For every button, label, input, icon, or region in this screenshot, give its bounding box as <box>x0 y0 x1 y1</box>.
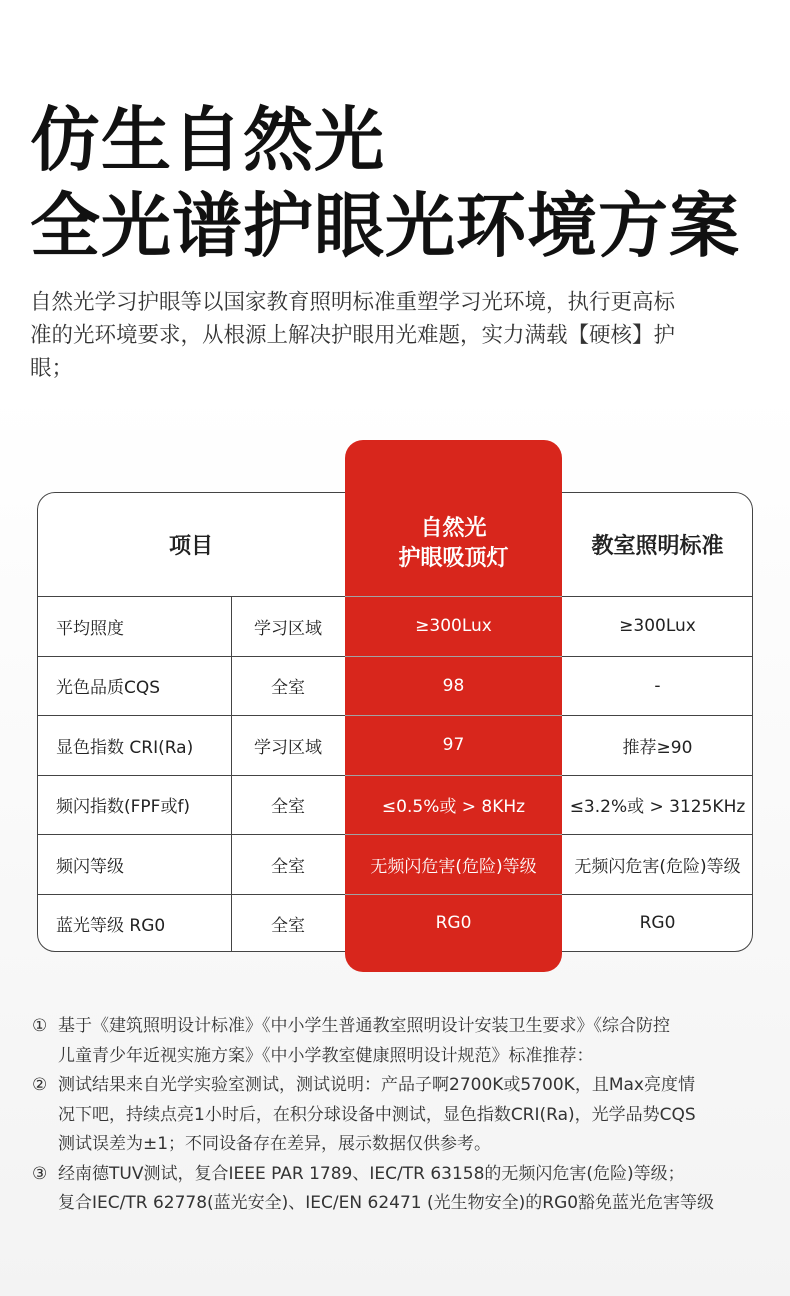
row-scope: 学习区域 <box>254 737 322 758</box>
row-scope: 学习区域 <box>254 618 322 639</box>
footnote-number: ② <box>32 1075 48 1095</box>
footnote-text: 测试结果来自光学实验室测试，测试说明：产品子啊2700K或5700K，且Max亮度情 <box>58 1075 695 1095</box>
footnote-line <box>32 1012 714 1042</box>
row-standard-value: - <box>654 675 661 696</box>
header-product <box>345 492 562 596</box>
footnote-line <box>32 1071 714 1101</box>
row-product-value: 无频闪危害(危险)等级 <box>370 856 537 877</box>
row-product-value: 98 <box>442 675 465 696</box>
footnote-number: ③ <box>32 1163 48 1184</box>
footnote-line <box>32 1160 714 1190</box>
footnote-line <box>32 1042 714 1072</box>
footnotes <box>32 1012 714 1219</box>
footnote-text: 复合IEC/TR 62778(蓝光安全)、IEC/EN 62471 (光生物安全)的RG0豁免蓝光危害等级 <box>58 1193 715 1213</box>
footnote-line <box>32 1101 714 1131</box>
row-scope: 全室 <box>271 797 305 817</box>
footnote-text: 经南德TUV测试，复合IEEE PAR 1789、IEC/TR 63158的无频闪危害(危险)等级； <box>58 1163 685 1184</box>
row-scope: 全室 <box>271 678 305 698</box>
row-item: 频闪指数(FPF或f) <box>56 797 191 817</box>
footnote-text: 测试误差为±1；不同设备存在差异，展示数据仅供参考。 <box>58 1134 492 1154</box>
row-item: 频闪等级 <box>56 856 124 877</box>
footnote-text: 基于《建筑照明设计标准》《中小学生普通教室照明设计安装卫生要求》《综合防控 <box>58 1016 670 1036</box>
footnote-line <box>32 1130 714 1160</box>
footnote-number: ① <box>32 1016 48 1036</box>
row-product-value: ≥300Lux <box>415 616 492 636</box>
title-line-2: 全光谱护眼光环境方案 <box>30 185 740 267</box>
footnote-line <box>32 1189 714 1219</box>
header-product-line2: 护眼吸顶灯 <box>398 546 509 571</box>
row-item: 蓝光等级 RG0 <box>56 915 166 936</box>
row-standard-value: 无频闪危害(危险)等级 <box>574 856 741 877</box>
intro-line: 眼； <box>30 356 74 381</box>
header-standard: 教室照明标准 <box>591 533 724 559</box>
title-line-1: 仿生自然光 <box>30 99 385 181</box>
row-item: 光色品质CQS <box>56 678 161 698</box>
row-product-value: 97 <box>442 735 465 755</box>
intro-line: 准的光环境要求，从根源上解决护眼用光难题，实力满载【硬核】护 <box>30 323 676 348</box>
intro-paragraph <box>30 286 675 385</box>
row-product-value: ≤0.5%或 > 8KHz <box>381 797 526 817</box>
header-product-line1: 自然光 <box>420 516 487 541</box>
row-scope: 全室 <box>271 915 305 936</box>
row-standard-value: ≤3.2%或 > 3125KHz <box>569 797 746 817</box>
row-standard-value: ≥300Lux <box>619 616 696 636</box>
intro-line: 自然光学习护眼等以国家教育照明标准重塑学习光环境，执行更高标 <box>30 290 676 315</box>
row-item: 显色指数 CRI(Ra) <box>56 737 194 758</box>
row-standard-value: RG0 <box>639 913 676 933</box>
row-scope: 全室 <box>271 856 305 877</box>
row-product-value: RG0 <box>435 913 472 933</box>
footnote-text: 况下吧，持续点亮1小时后，在积分球设备中测试，显色指数CRI(Ra)，光学品势CQS <box>58 1104 696 1125</box>
row-standard-value: 推荐≥90 <box>622 737 693 758</box>
row-item: 平均照度 <box>56 618 124 639</box>
footnote-text: 儿童青少年近视实施方案》《中小学教室健康照明设计规范》标准推荐： <box>58 1045 594 1066</box>
header-item: 项目 <box>168 533 213 559</box>
